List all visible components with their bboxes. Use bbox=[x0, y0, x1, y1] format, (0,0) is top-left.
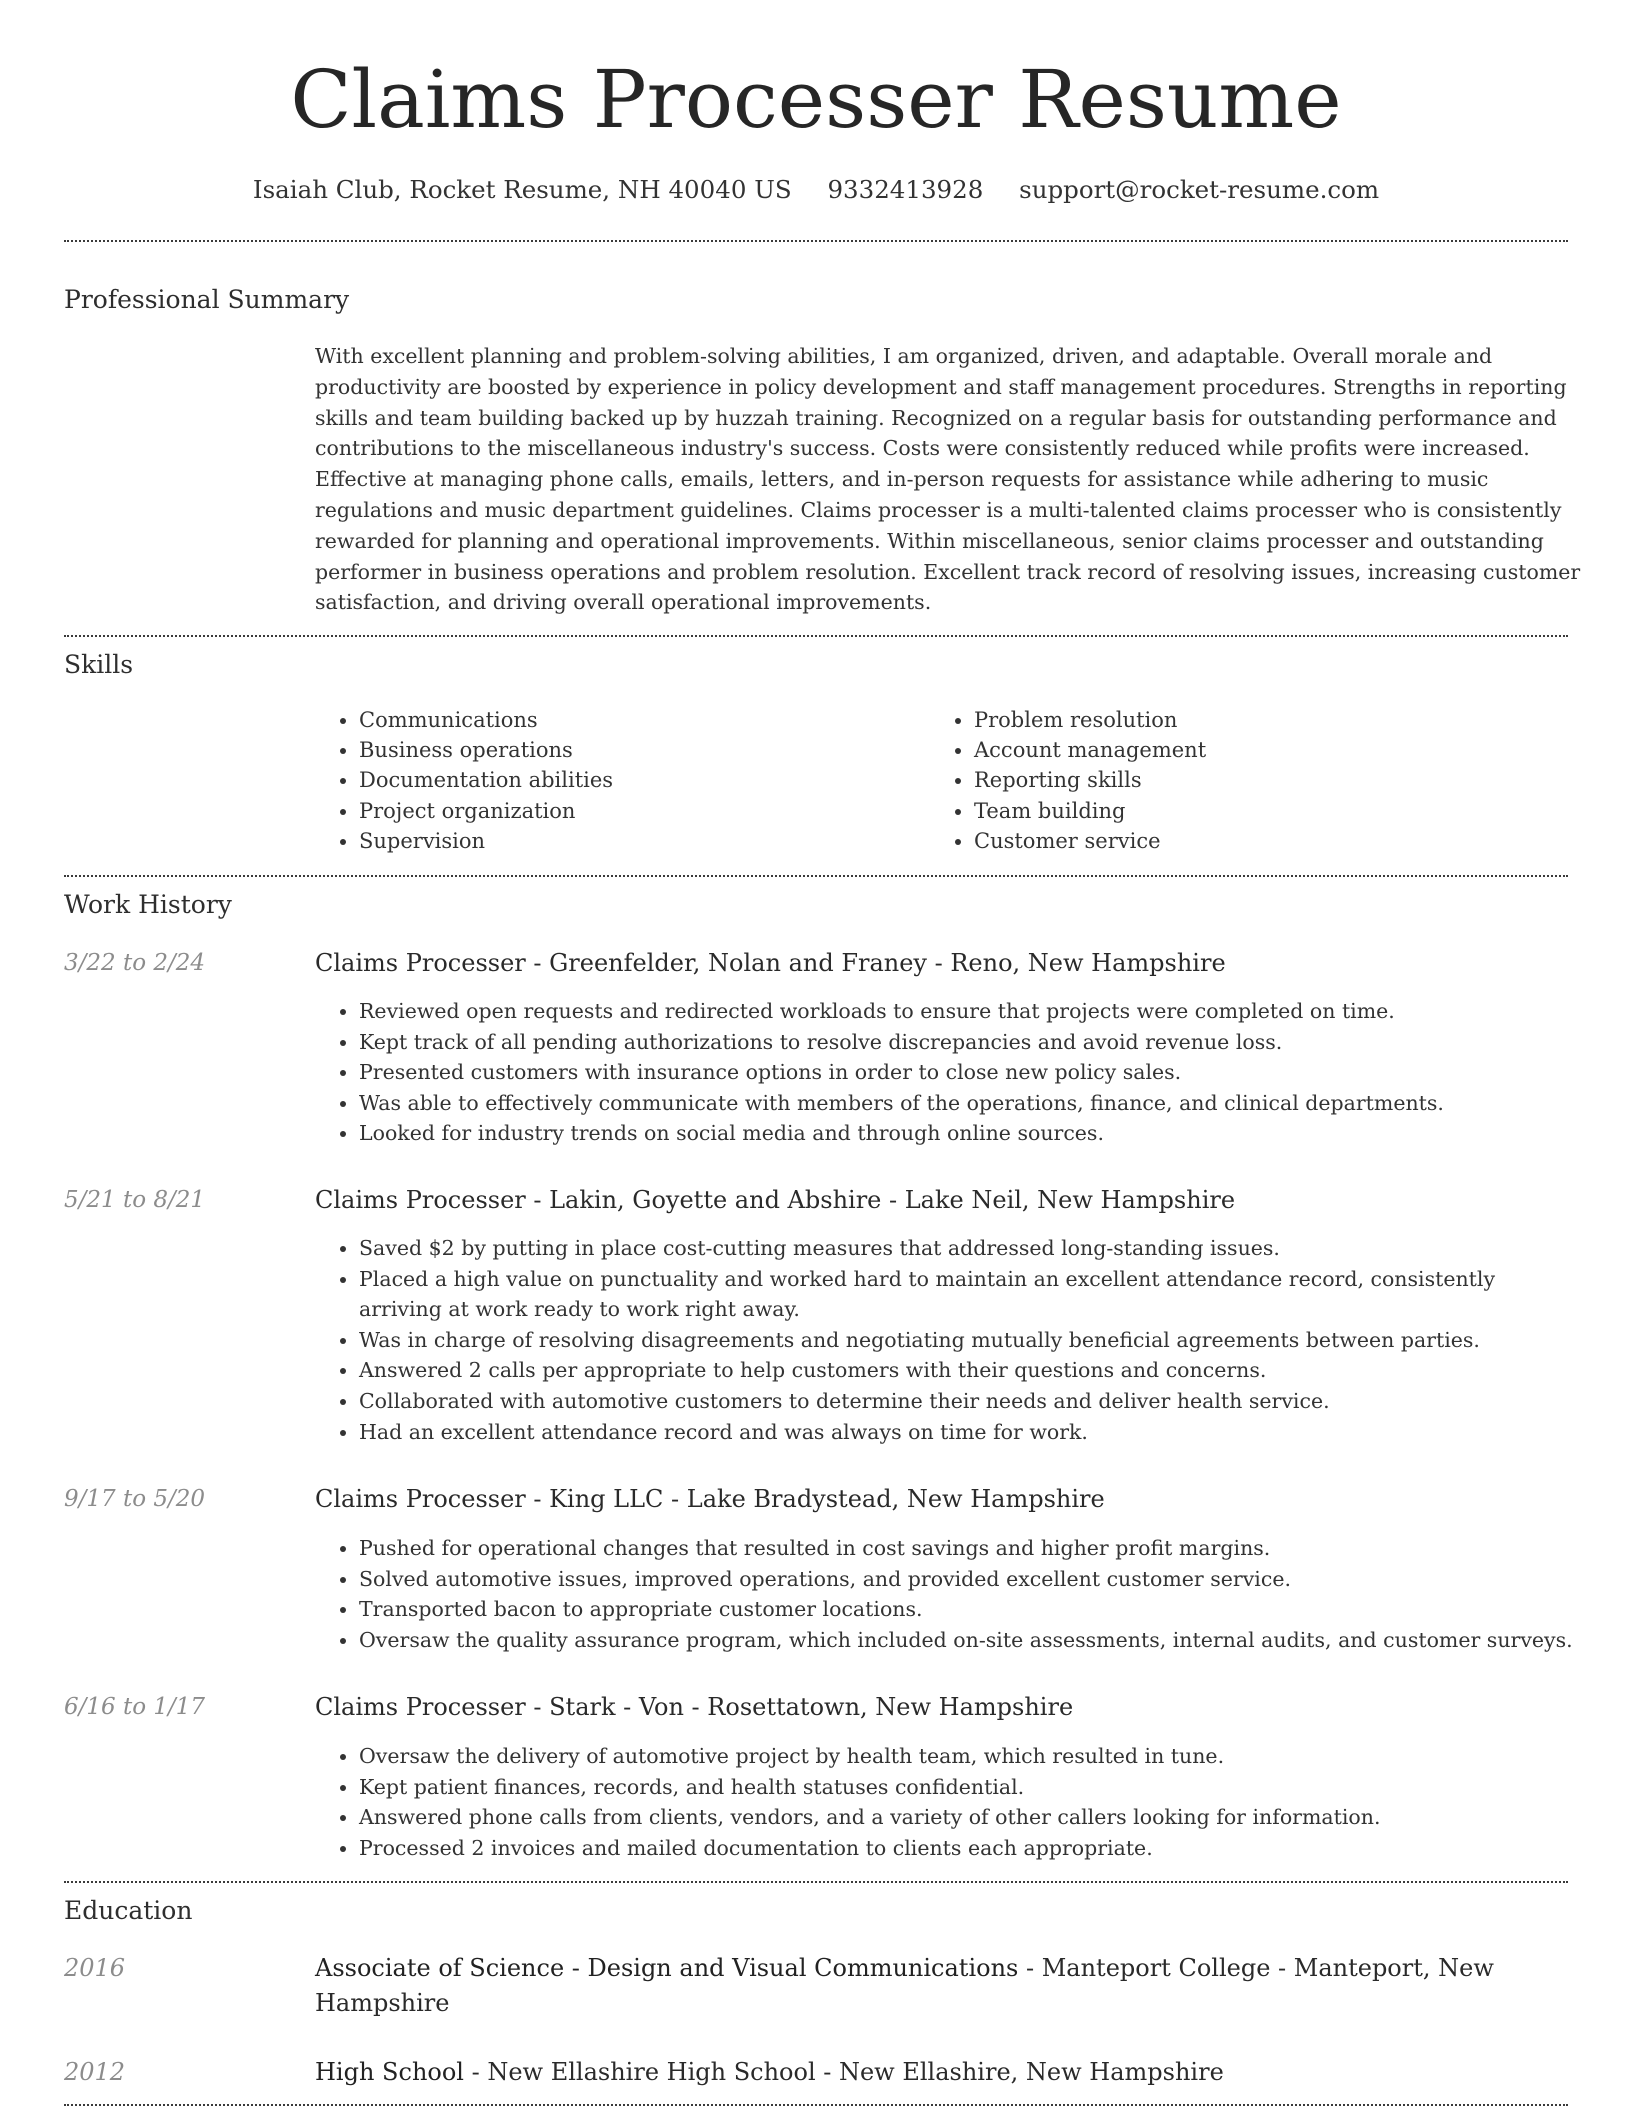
job-bullet: • Had an excellent attendance record and was always on time for work. bbox=[359, 1417, 1568, 1448]
contact-line bbox=[64, 170, 1568, 210]
job-bullet: • Reviewed open requests and redirected workloads to ensure that projects were completed on time. bbox=[359, 996, 1568, 1027]
job-bullet: • Transported bacon to appropriate customer locations. bbox=[359, 1594, 1568, 1625]
job-bullet: • Was in charge of resolving disagreements and negotiating mutually beneficial agreements between parties. bbox=[359, 1325, 1568, 1356]
job-bullets bbox=[315, 1741, 1568, 1863]
education-entry bbox=[315, 1951, 1505, 2021]
skill-item: • Supervision bbox=[359, 826, 613, 856]
skills-list-left bbox=[315, 705, 613, 856]
summary-line: satisfaction, and driving overall operational improvements. bbox=[315, 590, 932, 615]
summary-line: skills and team building backed up by huzzah training. Recognized on a regular basis for outstanding performance and bbox=[315, 405, 1557, 430]
job-dates: 5/21 to 8/21 bbox=[64, 1187, 206, 1213]
education-year: 2012 bbox=[64, 2058, 126, 2086]
section-divider bbox=[64, 635, 1568, 637]
job-title: Claims Processer - Stark - Von - Rosettatown, New Hampshire bbox=[315, 1693, 1074, 1721]
skill-item: • Documentation abilities bbox=[359, 765, 613, 795]
summary-text bbox=[315, 341, 1581, 618]
job-bullets bbox=[315, 1233, 1568, 1447]
section-divider bbox=[64, 240, 1568, 242]
summary-line: With excellent planning and problem-solving abilities, I am organized, driven, and adaptable. Overall morale and bbox=[315, 344, 1493, 368]
summary-line: regulations and music department guidelines. Claims processer is a multi-talented claims processer who is consistently bbox=[315, 497, 1562, 522]
skill-item: • Project organization bbox=[359, 796, 613, 826]
job-bullets bbox=[315, 1533, 1573, 1655]
job-bullet: • Pushed for operational changes that resulted in cost savings and higher profit margins. bbox=[359, 1533, 1568, 1564]
skill-item: • Communications bbox=[359, 705, 613, 735]
summary-heading: Professional Summary bbox=[64, 285, 350, 314]
job-bullet: • Oversaw the delivery of automotive project by health team, which resulted in tune. bbox=[359, 1741, 1568, 1772]
job-bullet: • Kept patient finances, records, and health statuses confidential. bbox=[359, 1772, 1568, 1803]
resume-title: Claims Processer Resume bbox=[290, 53, 1342, 146]
job-dates: 6/16 to 1/17 bbox=[64, 1694, 206, 1720]
education-degree: High School bbox=[315, 2058, 464, 2086]
section-divider bbox=[64, 875, 1568, 877]
education-school: - Manteport College - Manteport, New Hampshire bbox=[315, 1954, 1494, 2017]
job-bullets bbox=[315, 996, 1568, 1149]
education-entry bbox=[315, 2055, 1505, 2090]
contact-address: Isaiah Club, Rocket Resume, NH 40040 US bbox=[252, 175, 792, 204]
work-heading: Work History bbox=[64, 890, 232, 919]
education-school: - New Ellashire High School - New Ellashire, New Hampshire bbox=[463, 2058, 1224, 2086]
job-bullet: • Collaborated with automotive customers to determine their needs and deliver health service. bbox=[359, 1386, 1568, 1417]
skill-item: • Business operations bbox=[359, 735, 613, 765]
job-bullet: • Answered 2 calls per appropriate to help customers with their questions and concerns. bbox=[359, 1355, 1568, 1386]
skills-heading: Skills bbox=[64, 650, 134, 679]
skill-item: • Problem resolution bbox=[974, 705, 1206, 735]
contact-phone: 9332413928 bbox=[827, 175, 984, 204]
summary-line: rewarded for planning and operational improvements. Within miscellaneous, senior claims processer and outstanding bbox=[315, 528, 1544, 553]
job-bullet: • Was able to effectively communicate with members of the operations, finance, and clinical departments. bbox=[359, 1088, 1568, 1119]
job-bullet: • Processed 2 invoices and mailed documentation to clients each appropriate. bbox=[359, 1833, 1568, 1864]
summary-line: contributions to the miscellaneous industry's success. Costs were consistently reduced while profits were increased. bbox=[315, 436, 1530, 461]
job-bullet: • Answered phone calls from clients, vendors, and a variety of other callers looking for information. bbox=[359, 1802, 1568, 1833]
job-bullet: • Oversaw the quality assurance program, which included on-site assessments, internal audits, and customer surveys. bbox=[359, 1625, 1568, 1656]
education-year: 2016 bbox=[64, 1954, 126, 1982]
job-title: Claims Processer - Greenfelder, Nolan and Franey - Reno, New Hampshire bbox=[315, 949, 1226, 977]
education-heading: Education bbox=[64, 1896, 193, 1925]
job-bullet: • Solved automotive issues, improved operations, and provided excellent customer service. bbox=[359, 1564, 1568, 1595]
education-degree: Associate of Science - Design and Visual Communications bbox=[315, 1954, 1019, 1982]
job-title: Claims Processer - King LLC - Lake Bradystead, New Hampshire bbox=[315, 1485, 1105, 1513]
job-bullet: • Placed a high value on punctuality and worked hard to maintain an excellent attendance record, consistently arriving at work ready to work right away. bbox=[359, 1264, 1568, 1325]
job-bullet: • Saved $2 by putting in place cost-cutting measures that addressed long-standing issues. bbox=[359, 1233, 1568, 1264]
skill-item: • Reporting skills bbox=[974, 765, 1206, 795]
contact-email: support@rocket-resume.com bbox=[1019, 175, 1380, 204]
skill-item: • Team building bbox=[974, 796, 1206, 826]
section-divider bbox=[64, 2104, 1568, 2106]
summary-line: performer in business operations and problem resolution. Excellent track record of resolving issues, increasing customer bbox=[315, 559, 1581, 584]
job-dates: 9/17 to 5/20 bbox=[64, 1486, 206, 1512]
job-bullet: • Presented customers with insurance options in order to close new policy sales. bbox=[359, 1057, 1568, 1088]
section-divider bbox=[64, 1881, 1568, 1883]
skills-list-right bbox=[930, 705, 1206, 856]
summary-line: productivity are boosted by experience in policy development and staff management procedures. Strengths in reporting bbox=[315, 374, 1567, 399]
skill-item: • Account management bbox=[974, 735, 1206, 765]
summary-line: Effective at managing phone calls, emails, letters, and in-person requests for assistance while adhering to music bbox=[315, 467, 1489, 492]
skill-item: • Customer service bbox=[974, 826, 1206, 856]
job-bullet: • Kept track of all pending authorizations to resolve discrepancies and avoid revenue loss. bbox=[359, 1027, 1568, 1058]
job-bullet: • Looked for industry trends on social media and through online sources. bbox=[359, 1118, 1568, 1149]
job-title: Claims Processer - Lakin, Goyette and Abshire - Lake Neil, New Hampshire bbox=[315, 1186, 1236, 1214]
job-dates: 3/22 to 2/24 bbox=[64, 950, 206, 976]
resume-page bbox=[64, 0, 1581, 2112]
